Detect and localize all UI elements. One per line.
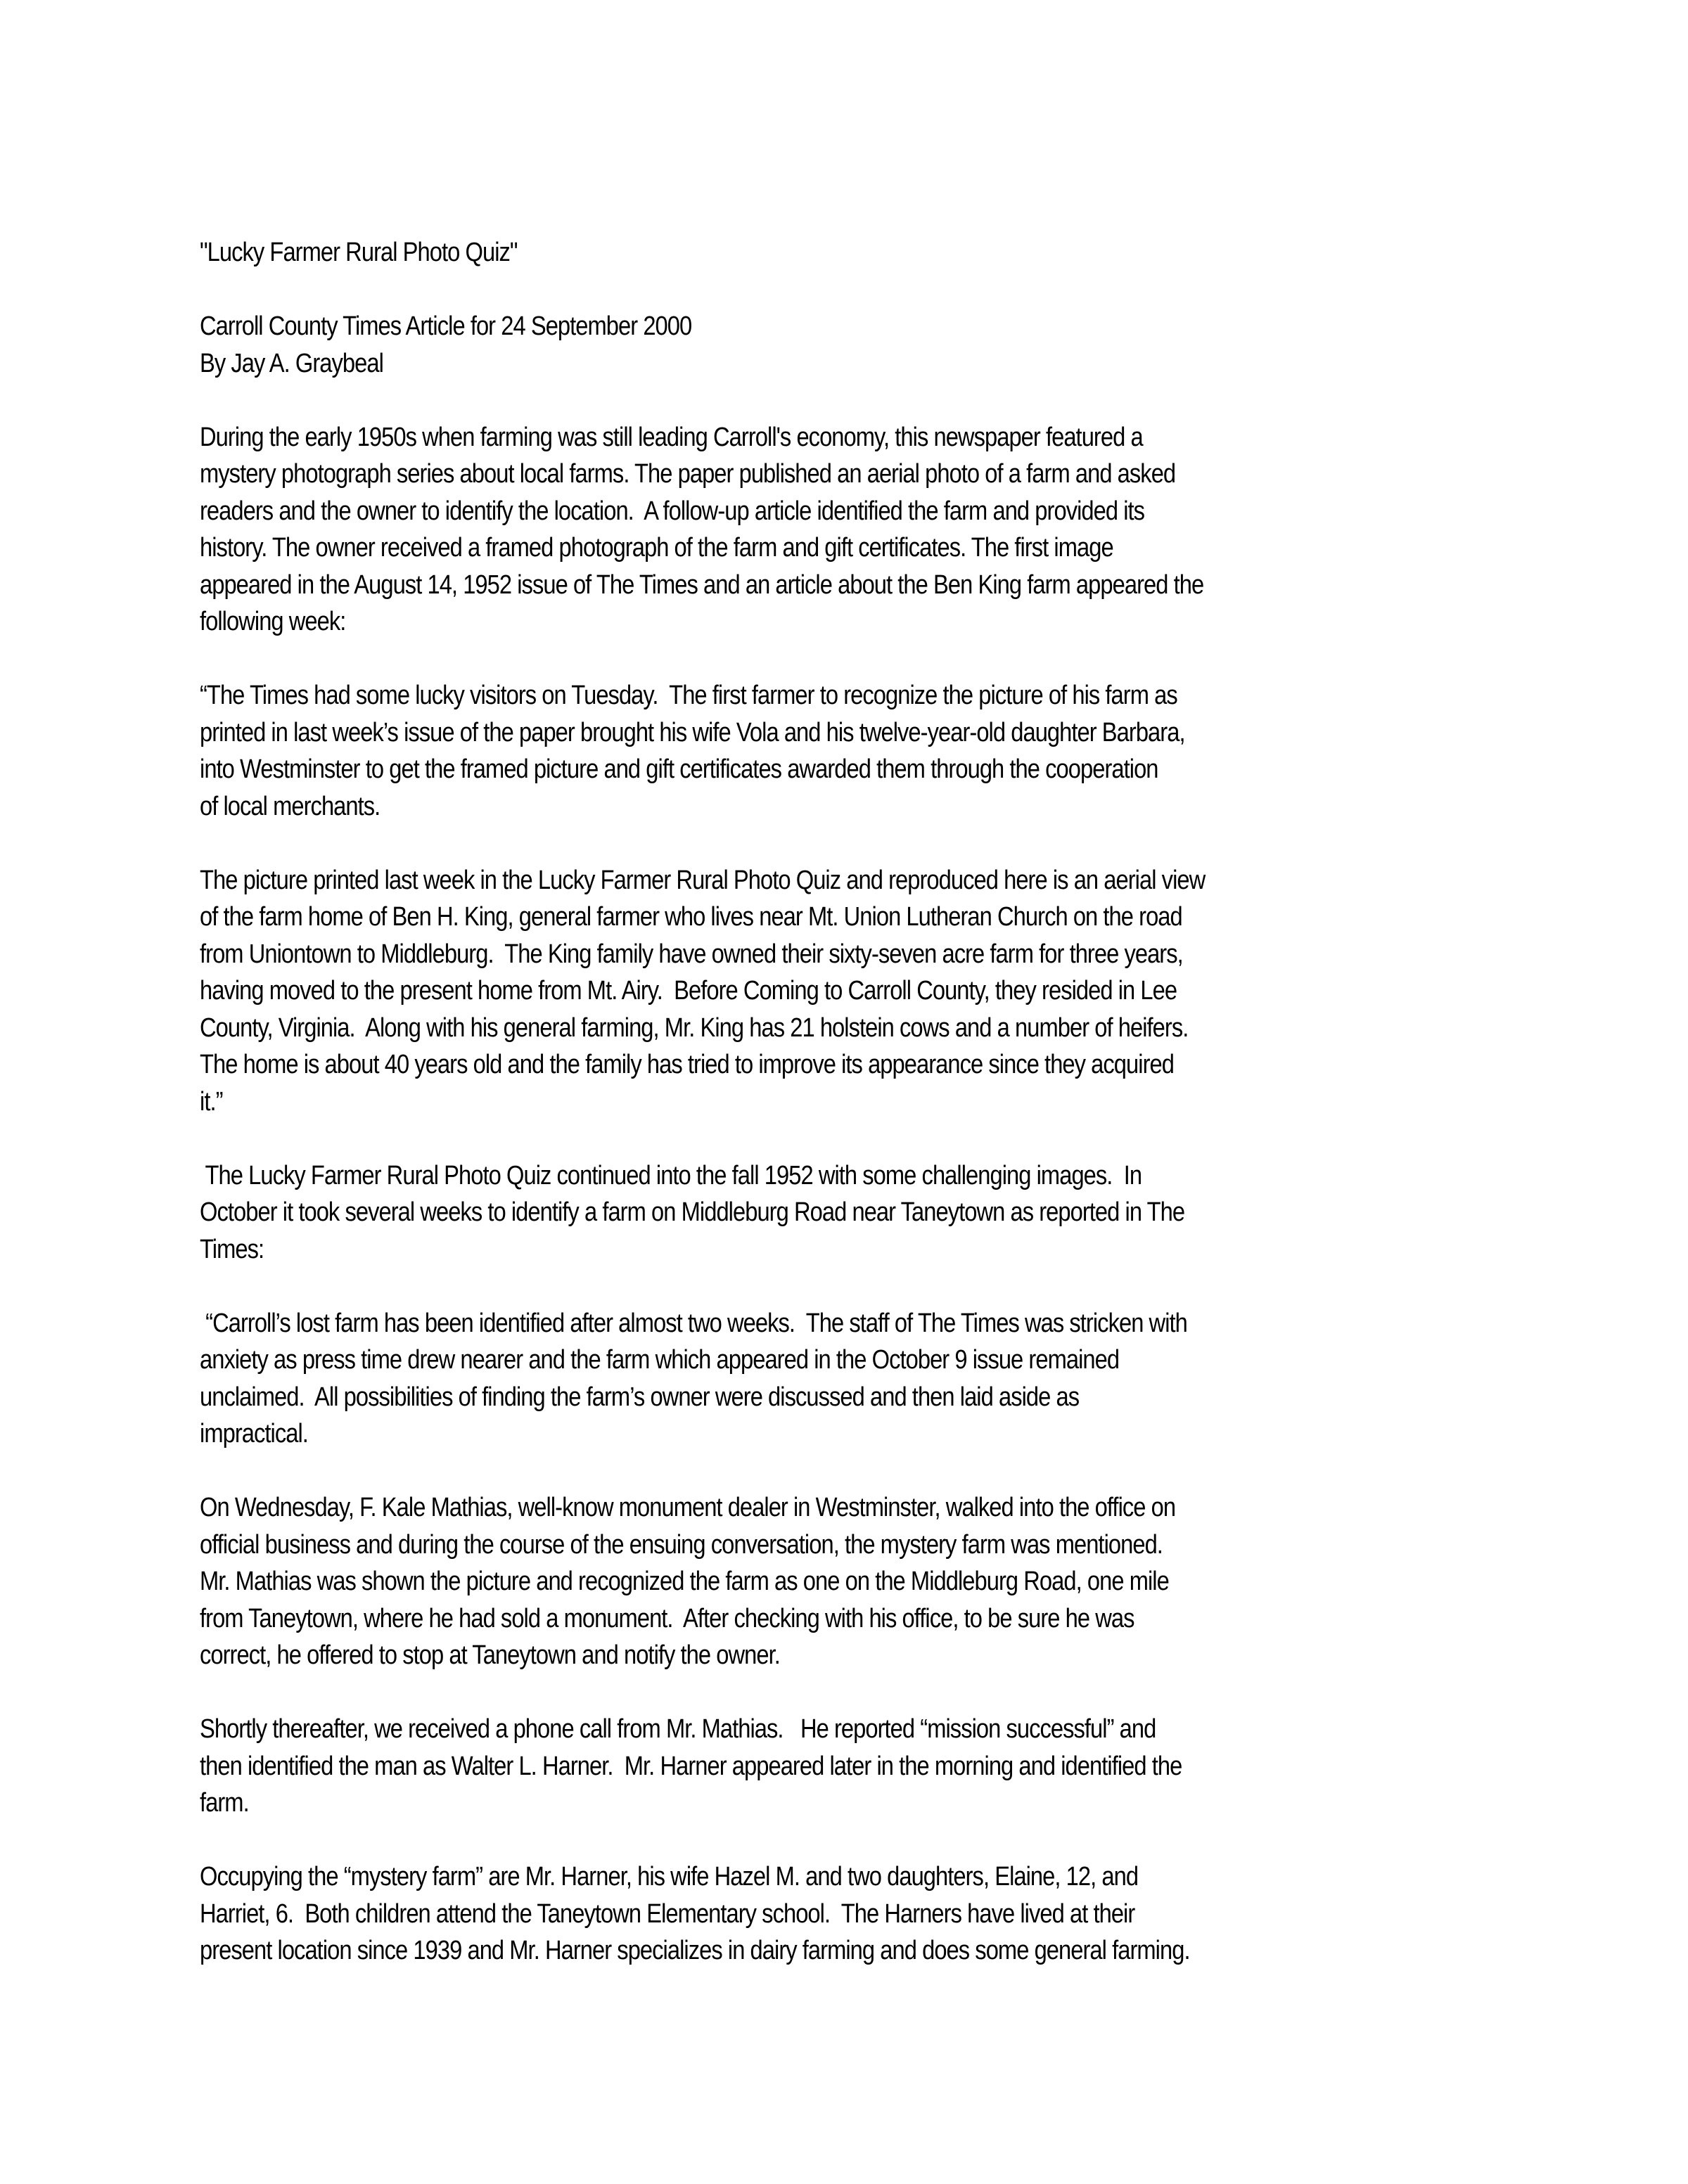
paragraph-spacer — [200, 1822, 1536, 1859]
paragraph-line: then identified the man as Walter L. Harner. Mr. Harner appeared later in the morning and identified the — [200, 1751, 1182, 1781]
paragraph — [200, 1711, 1536, 1822]
paragraph-line: into Westminster to get the framed picture and gift certificates awarded them through the cooperation — [200, 754, 1158, 784]
paragraph-line: from Taneytown, where he had sold a monument. After checking with his office, to be sure he was — [200, 1603, 1134, 1633]
article-body — [200, 419, 1536, 1970]
paragraph-line: anxiety as press time drew nearer and the farm which appeared in the October 9 issue remained — [200, 1345, 1120, 1375]
paragraph-line: readers and the owner to identify the location. A follow-up article identified the farm and provided its — [200, 496, 1145, 526]
paragraph-line: appeared in the August 14, 1952 issue of The Times and an article about the Ben King farm appeared the — [200, 570, 1204, 600]
paragraph-spacer — [200, 641, 1536, 678]
paragraph-line: The home is about 40 years old and the family has tried to improve its appearance since they acquired — [200, 1050, 1174, 1079]
paragraph-spacer — [200, 825, 1536, 862]
paragraph-line: official business and during the course of the ensuing conversation, the mystery farm was mentioned. — [200, 1529, 1163, 1560]
paragraph-line: “The Times had some lucky visitors on Tuesday. The first farmer to recognize the picture of his farm as — [200, 681, 1177, 710]
source-line: Carroll County Times Article for 24 September 2000 — [200, 311, 692, 341]
article-header — [200, 308, 1536, 382]
article-title: "Lucky Farmer Rural Photo Quiz" — [200, 238, 518, 267]
spacer — [200, 382, 1536, 419]
paragraph-line: of local merchants. — [200, 791, 381, 821]
paragraph-line: history. The owner received a framed photograph of the farm and gift certificates. The first image — [200, 533, 1113, 563]
paragraph-line: Occupying the “mystery farm” are Mr. Harner, his wife Hazel M. and two daughters, Elaine, 12, and — [200, 1862, 1139, 1891]
paragraph — [200, 419, 1536, 641]
paragraph — [200, 1858, 1536, 1970]
article-title-block — [200, 234, 1536, 271]
paragraph-spacer — [200, 1120, 1536, 1157]
paragraph-line: following week: — [200, 607, 346, 636]
paragraph-line: Shortly thereafter, we received a phone call from Mr. Mathias. He reported “mission successful” and — [200, 1714, 1156, 1744]
paragraph — [200, 677, 1536, 825]
paragraph-line: having moved to the present home from Mt. Airy. Before Coming to Carroll County, they resided in Lee — [200, 976, 1177, 1006]
document-page — [200, 234, 1536, 1970]
paragraph-line: mystery photograph series about local farms. The paper published an aerial photo of a farm and asked — [200, 459, 1176, 489]
paragraph-line: from Uniontown to Middleburg. The King family have owned their sixty-seven acre farm for three years, — [200, 939, 1183, 969]
paragraph — [200, 1305, 1536, 1453]
paragraph-line: During the early 1950s when farming was still leading Carroll's economy, this newspaper featured a — [200, 422, 1143, 452]
paragraph-line: printed in last week’s issue of the paper brought his wife Vola and his twelve-year-old daughter Barbara, — [200, 717, 1185, 747]
paragraph-line: “Carroll’s lost farm has been identified after almost two weeks. The staff of The Times was stricken with — [200, 1308, 1187, 1338]
paragraph-line: it.” — [200, 1086, 223, 1117]
paragraph-line: On Wednesday, F. Kale Mathias, well-know monument dealer in Westminster, walked into the office on — [200, 1493, 1176, 1522]
paragraph-line: The Lucky Farmer Rural Photo Quiz continued into the fall 1952 with some challenging images. In — [200, 1160, 1142, 1190]
paragraph-line: The picture printed last week in the Lucky Farmer Rural Photo Quiz and reproduced here is an aerial view — [200, 865, 1206, 895]
paragraph-line: Times: — [200, 1234, 264, 1264]
paragraph — [200, 1489, 1536, 1674]
paragraph-line: Harriet, 6. Both children attend the Taneytown Elementary school. The Harners have lived at their — [200, 1899, 1135, 1929]
paragraph-line: unclaimed. All possibilities of finding the farm’s owner were discussed and then laid aside as — [200, 1382, 1080, 1412]
paragraph-line: present location since 1939 and Mr. Harner specializes in dairy farming and does some general farming. — [200, 1936, 1190, 1965]
paragraph — [200, 1157, 1536, 1268]
paragraph-line: impractical. — [200, 1419, 308, 1448]
paragraph-line: correct, he offered to stop at Taneytown and notify the owner. — [200, 1640, 780, 1670]
paragraph — [200, 862, 1536, 1121]
paragraph-spacer — [200, 1674, 1536, 1711]
paragraph-spacer — [200, 1268, 1536, 1305]
paragraph-line: County, Virginia. Along with his general farming, Mr. King has 21 holstein cows and a number of heifers. — [200, 1013, 1189, 1043]
paragraph-line: Mr. Mathias was shown the picture and recognized the farm as one on the Middleburg Road, one mile — [200, 1567, 1169, 1596]
paragraph-line: of the farm home of Ben H. King, general farmer who lives near Mt. Union Lutheran Church on the road — [200, 902, 1182, 932]
paragraph-spacer — [200, 1453, 1536, 1490]
paragraph-line: October it took several weeks to identify a farm on Middleburg Road near Taneytown as reported in The — [200, 1197, 1185, 1227]
byline: By Jay A. Graybeal — [200, 348, 383, 378]
paragraph-line: farm. — [200, 1788, 249, 1818]
